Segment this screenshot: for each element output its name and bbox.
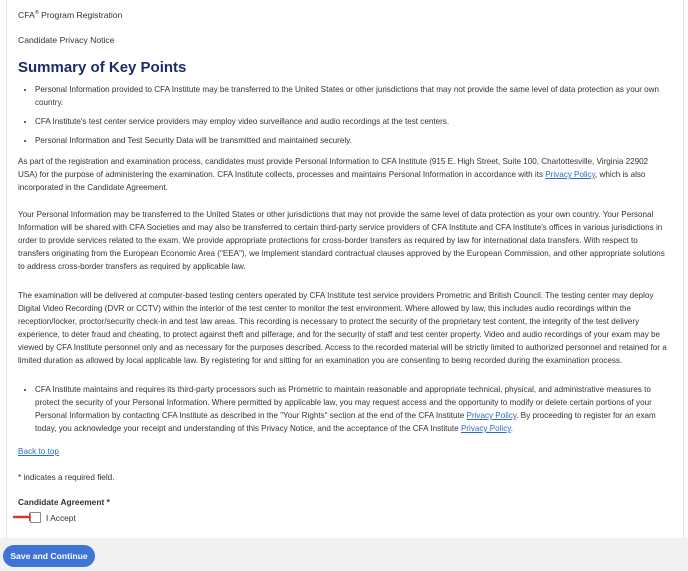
- save-and-continue-button[interactable]: Save and Continue: [3, 545, 95, 567]
- privacy-policy-link[interactable]: Privacy Policy: [460, 424, 511, 433]
- paragraph-recording: The examination will be delivered at computer-based testing centers operated by CFA Institute test service providers Prometric and British Council. The testing center may deploy Digital Video Recording (DVR or CCTV) within the interior of the test center to monitor the test environment. Where allowed by law, this includes audio recordings within the reception/locker, proctor/security check-in and test law areas. This recording is necessary to protect the security of the proprietary test content, the integrity of the test delivery experience, to deter fraud and cheating, to protect against theft and pilferage, and for the security of staff and test center property. Video and audio recordings of your exam may be viewed by CFA Institute personnel only and as necessary for the purposes described. Access to the recorded material will be strictly limited to authorized personnel and retained for a limited duration as allowed by local applicable law. By registering for and sitting for an examination you are consenting to being recorded during the examination process.: [18, 291, 667, 366]
- privacy-policy-link[interactable]: Privacy Policy: [466, 411, 517, 420]
- paragraph-transfers: Your Personal Information may be transferred to the United States or other jurisdictions that may not provide the same level of data protection as your own country. Your Personal Information will be shared with CFA Societies and may also be transferred to certain third-party service providers of CFA Institute and CFA Institute's offices in various jurisdictions in order to provide services related to the exam. We provide appropriate protections for cross-border transfers as required by law for international data transfers. With respect to transfers originating from the European Economic Area ("EEA"), we implement standard contractual clauses approved by the European Commission, and other appropriate solutions to address cross-border transfers as required by applicable law.: [18, 210, 665, 272]
- footer-bar: [0, 538, 688, 571]
- privacy-policy-link[interactable]: Privacy Policy: [545, 170, 596, 180]
- summary-heading: Summary of Key Points: [18, 59, 187, 76]
- page-subtitle: Candidate Privacy Notice: [18, 35, 115, 45]
- security-text: . By proceeding to register for an exam today, you acknowledge your receipt and understanding of this Privacy Notice, and the acceptance of the CFA Institute: [35, 411, 656, 433]
- paragraph-text: , which is also incorporated in the Candidate Agreement.: [18, 170, 646, 193]
- program-title: [18, 10, 122, 20]
- accept-checkbox[interactable]: [30, 512, 41, 523]
- back-to-top-link[interactable]: Back to top: [18, 447, 59, 456]
- accept-checkbox-label[interactable]: I Accept: [46, 512, 76, 523]
- paragraph-text: As part of the registration and examination process, candidates must provide Personal Information to CFA Institute (915 E. High Street, Suite 100, Charlottesville, Virginia 22902 USA) for the purpose of administering the examination. CFA Institute collects, processes and maintains Personal Information in accordance with its: [18, 157, 649, 180]
- security-item: [35, 383, 665, 435]
- summary-item: • Personal Information provided to CFA Institute may be transferred to the United States or other jurisdictions that may not provide the same level of data protection as your own country.: [35, 83, 665, 109]
- program-title-rest: Program Registration: [38, 10, 123, 20]
- program-name: CFA: [18, 10, 35, 20]
- program-registered-mark: ®: [34, 10, 39, 17]
- security-list: [18, 383, 665, 441]
- paragraph-personal-info: [18, 155, 668, 194]
- required-field-note: * indicates a required field.: [18, 473, 115, 482]
- registration-panel: [6, 0, 684, 538]
- summary-list: [18, 83, 665, 153]
- security-text: CFA Institute maintains and requires its third-party processors such as Prometric to maintain reasonable and appropriate technical, physical, and administrative measures to protect the security of your Personal Information. Where permitted by applicable law, you may request access and the opportunity to modify or delete certain portions of your Personal Information by contacting CFA Institute as described in the "Your Rights" section at the end of the CFA Institute: [35, 385, 652, 420]
- summary-item: • Personal Information and Test Security Data will be transmitted and maintained securely.: [35, 134, 665, 147]
- accept-row: [30, 512, 76, 523]
- security-text: .: [510, 424, 513, 433]
- candidate-agreement-label: Candidate Agreement *: [18, 497, 110, 507]
- summary-item: • CFA Institute's test center service providers may employ video surveillance and audio recordings at the test centers.: [35, 115, 665, 128]
